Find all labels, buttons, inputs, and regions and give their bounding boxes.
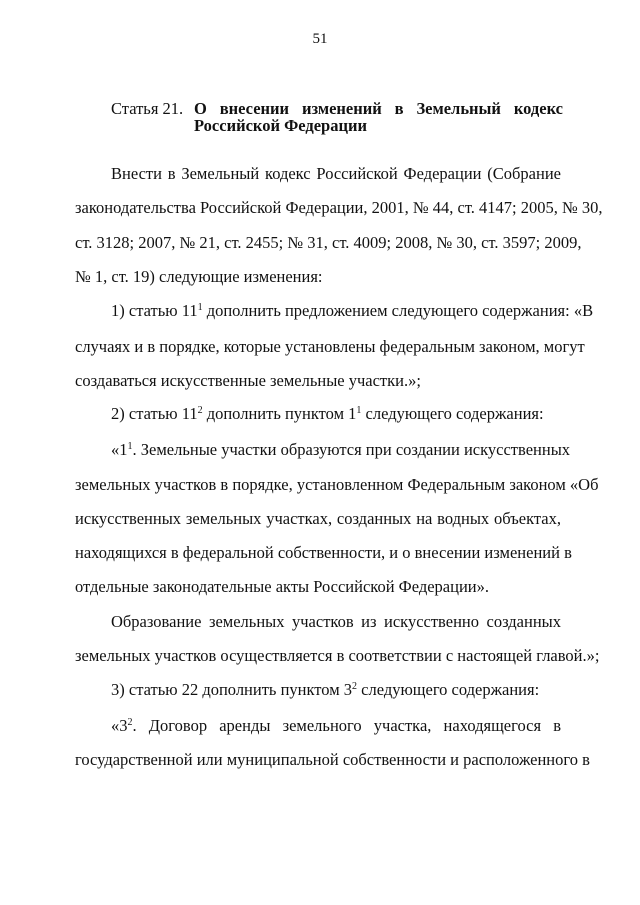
article-title-line-1: О внесении изменений в Земельный кодекс [194,99,563,118]
article-label: Статья 21. [111,99,184,118]
text-line-17 [111,716,561,736]
text-line-1: Внести в Земельный кодекс Российской Федерации (Собрание [111,164,561,183]
page-number: 51 [312,31,328,47]
text-line-8-a: 2) статью 11 [111,404,198,423]
superscript: 2 [352,681,358,692]
superscript: 2 [197,405,203,416]
text-line-14: Образование земельных участков из искусственно созданных [111,612,561,631]
text-line-5-a: 1) статью 11 [111,301,198,320]
text-line-9-a: «1 [111,440,128,459]
text-line-7: создаваться искусственные земельные участки.»; [75,371,421,390]
text-line-8-b: дополнить пунктом 1 [202,404,357,423]
text-line-5-b: дополнить предложением следующего содержания: «В [202,301,594,320]
text-line-16-a: 3) статью 22 дополнить пунктом 3 [111,680,353,699]
text-line-16 [111,680,561,700]
article-title-line-2: Российской Федерации [194,116,367,135]
text-line-16-b: следующего содержания: [357,680,540,699]
text-line-10: земельных участков в порядке, установленном Федеральным законом «Об [75,475,599,494]
superscript: 1 [356,405,362,416]
superscript: 1 [127,441,133,452]
text-line-9-b: . Земельные участки образуются при создании искусственных [132,440,571,459]
text-line-11: искусственных земельных участках, созданных на водных объектах, [75,509,561,528]
text-line-15: земельных участков осуществляется в соответствии с настоящей главой.»; [75,646,600,665]
text-line-4: № 1, ст. 19) следующие изменения: [75,267,323,286]
text-line-8 [111,404,561,424]
text-line-2: законодательства Российской Федерации, 2001, № 44, ст. 4147; 2005, № 30, [75,198,603,217]
superscript: 1 [197,302,203,313]
text-line-18: государственной или муниципальной собственности и расположенного в [75,750,590,769]
text-line-12: находящихся в федеральной собственности, и о внесении изменений в [75,543,572,562]
text-line-17-a: «3 [111,716,128,735]
text-line-9 [111,440,571,460]
text-line-17-b: . Договор аренды земельного участка, находящегося в [132,716,561,735]
text-line-5 [111,301,594,321]
superscript: 2 [127,717,133,728]
text-line-13: отдельные законодательные акты Российской Федерации». [75,577,489,596]
text-line-3: ст. 3128; 2007, № 21, ст. 2455; № 31, ст. 4009; 2008, № 30, ст. 3597; 2009, [75,233,582,252]
text-line-6: случаях и в порядке, которые установлены федеральным законом, могут [75,337,585,356]
text-line-8-c: следующего содержания: [361,404,544,423]
